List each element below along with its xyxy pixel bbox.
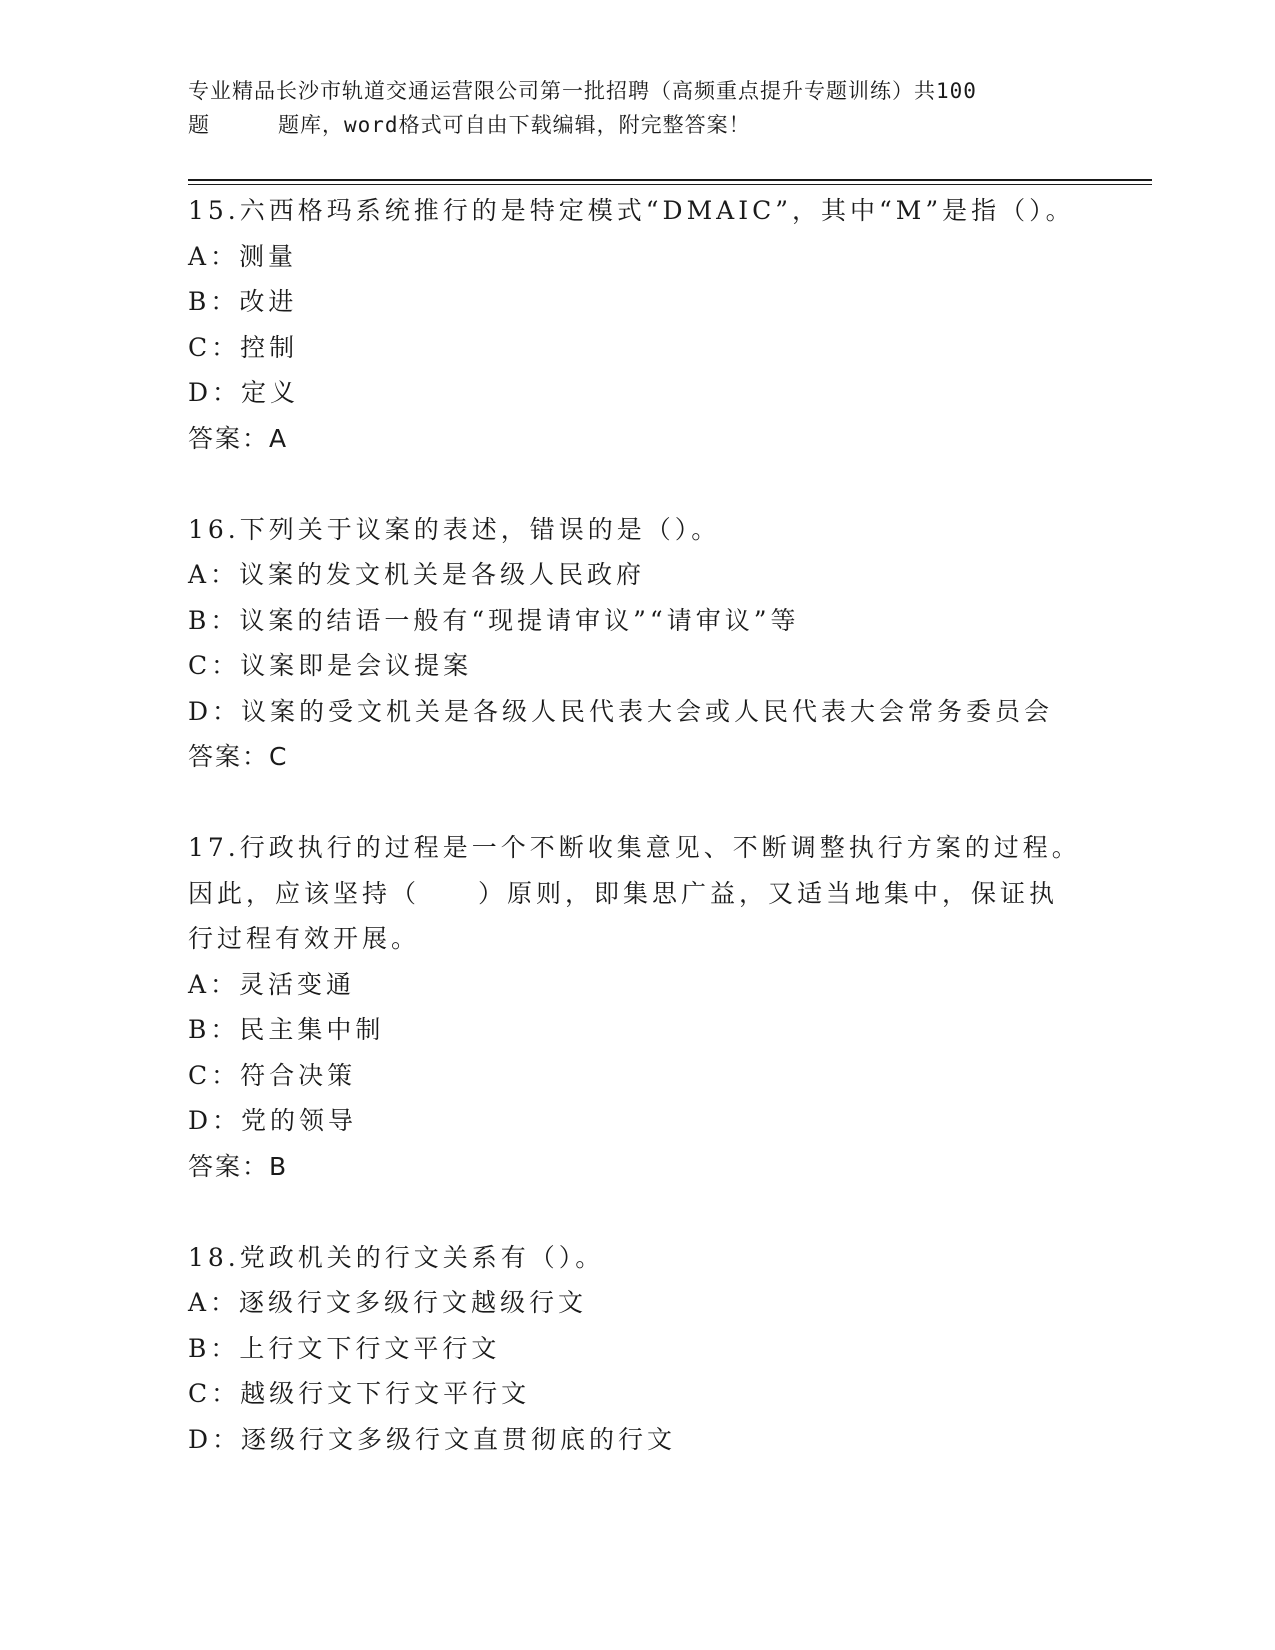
header-title-line1: 专业精品长沙市轨道交通运营限公司第一批招聘（高频重点提升专题训练）共100 bbox=[188, 79, 977, 103]
question-list bbox=[188, 188, 1088, 1462]
answer-line: 答案：A bbox=[188, 423, 289, 453]
option-d: D：定义 bbox=[188, 378, 300, 407]
question-stem bbox=[188, 825, 1088, 962]
option-b: B：议案的结语一般有“现提请审议”“请审议”等 bbox=[188, 605, 800, 635]
answer-line: 答案：B bbox=[188, 1151, 289, 1181]
question-stem-line: 16.下列关于议案的表述，错误的是（）。 bbox=[188, 514, 721, 544]
question-stem bbox=[188, 188, 1088, 234]
question-stem-line: 18.党政机关的行文关系有（）。 bbox=[188, 1242, 605, 1272]
document-header bbox=[188, 74, 1088, 142]
header-divider-thin bbox=[188, 184, 1152, 185]
option-b: B：上行文下行文平行文 bbox=[188, 1333, 501, 1363]
header-title-line2-start: 题 bbox=[188, 113, 210, 137]
question-16 bbox=[188, 507, 1088, 780]
option-c: C：越级行文下行文平行文 bbox=[188, 1379, 531, 1408]
option-d: D：党的领导 bbox=[188, 1106, 358, 1135]
option-c: C：符合决策 bbox=[188, 1060, 357, 1090]
option-c: C：议案即是会议提案 bbox=[188, 651, 473, 680]
header-divider-thick bbox=[188, 179, 1152, 181]
question-18 bbox=[188, 1235, 1088, 1463]
option-a: A：灵活变通 bbox=[188, 969, 356, 999]
header-title-line2 bbox=[188, 108, 1088, 142]
option-b: B：改进 bbox=[188, 287, 298, 316]
option-a: A：测量 bbox=[188, 241, 298, 271]
header-title-line2-rest: 题库，word格式可自由下载编辑，附完整答案！ bbox=[278, 113, 751, 137]
option-d: D：逐级行文多级行文直贯彻底的行文 bbox=[188, 1424, 677, 1454]
question-15 bbox=[188, 188, 1088, 461]
question-stem-line: 行过程有效开展。 bbox=[188, 924, 421, 953]
question-17 bbox=[188, 825, 1088, 1189]
option-b: B：民主集中制 bbox=[188, 1015, 385, 1044]
question-stem bbox=[188, 1235, 1088, 1281]
question-stem bbox=[188, 507, 1088, 553]
answer-line: 答案：C bbox=[188, 742, 289, 771]
option-a: A：逐级行文多级行文越级行文 bbox=[188, 1288, 588, 1317]
question-stem-line: 因此，应该坚持（ ）原则，即集思广益，又适当地集中，保证执 bbox=[188, 878, 1059, 908]
option-a: A：议案的发文机关是各级人民政府 bbox=[188, 560, 646, 589]
option-d: D：议案的受文机关是各级人民代表大会或人民代表大会常务委员会 bbox=[188, 696, 1054, 726]
option-c: C：控制 bbox=[188, 332, 299, 362]
question-stem-line: 17.行政执行的过程是一个不断收集意见、不断调整执行方案的过程。 bbox=[188, 833, 1081, 862]
question-stem-line: 15.六西格玛系统推行的是特定模式“DMAIC”，其中“M”是指（）。 bbox=[188, 196, 1075, 225]
